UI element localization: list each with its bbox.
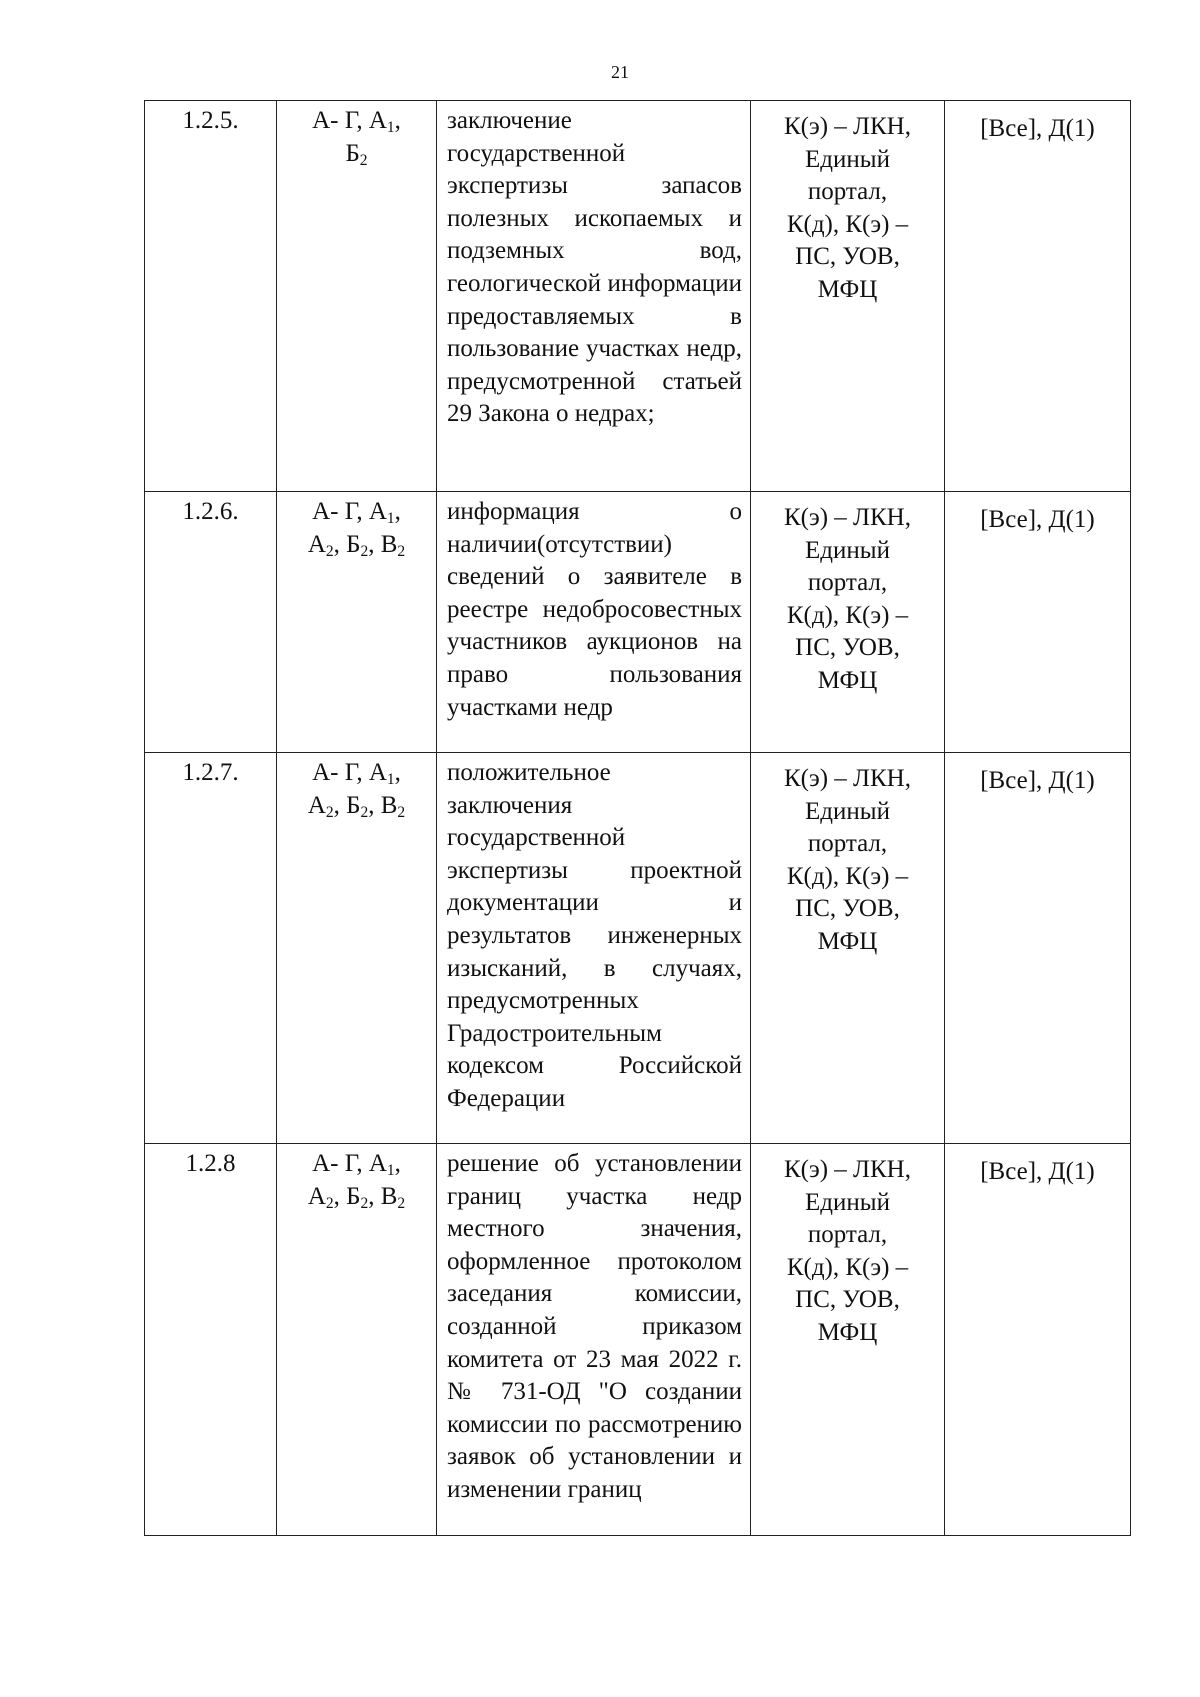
category-line: $А_2$, $Б_2$, $В_2$ bbox=[307, 530, 406, 560]
access-level: [Все], Д(1) bbox=[945, 492, 1131, 753]
channel-line: К(э) – ЛКН, bbox=[784, 765, 911, 792]
page-number: 21 bbox=[611, 62, 629, 82]
document-description: информация о наличии(отсутствии) сведений о заявителе в реестре недобросовестных участников аукционов на право пользования участками недр bbox=[437, 492, 751, 753]
channel-line: К(д), К(э) – bbox=[786, 601, 909, 629]
channel-line: портал, bbox=[807, 569, 888, 597]
row-number: 1.2.6. bbox=[145, 492, 277, 753]
channel-line: портал, bbox=[807, 830, 888, 858]
applicant-category bbox=[277, 492, 437, 753]
document-description: положительное заключения государственной экспертизы проектной документации и результатов инженерных изысканий, в случаях, предусмотренных Градостроительным кодексом Российской Федерации bbox=[437, 753, 751, 1144]
applicant-category bbox=[277, 753, 437, 1144]
channel-line: ПС, УОВ, bbox=[795, 634, 900, 662]
channel-line: К(д), К(э) – bbox=[786, 862, 909, 890]
applicant-category bbox=[277, 1144, 437, 1536]
channel-line: МФЦ bbox=[817, 275, 878, 303]
category-line: $А_2$, $Б_2$, $В_2$ bbox=[307, 1182, 406, 1212]
channel-line: К(д), К(э) – bbox=[786, 1253, 909, 1281]
access-level: [Все], Д(1) bbox=[945, 1144, 1131, 1536]
row-number: 1.2.8 bbox=[145, 1144, 277, 1536]
category-line: $А_2$, $Б_2$, $В_2$ bbox=[307, 791, 406, 821]
channel-line: Единый bbox=[805, 1188, 890, 1216]
channel-line: МФЦ bbox=[817, 666, 878, 694]
channel-line: МФЦ bbox=[817, 1318, 878, 1346]
table-row bbox=[145, 492, 1131, 753]
channel-line: К(д), К(э) – bbox=[786, 210, 909, 238]
access-level: [Все], Д(1) bbox=[945, 753, 1131, 1144]
channel-line: К(э) – ЛКН, bbox=[784, 504, 911, 531]
table-row bbox=[145, 101, 1131, 492]
category-line: А- Г, $А_1$, bbox=[312, 759, 401, 788]
channel-line: портал, bbox=[807, 1221, 888, 1249]
submission-channels bbox=[751, 492, 945, 753]
channel-line: портал, bbox=[807, 178, 888, 206]
channel-line: Единый bbox=[805, 145, 890, 173]
services-table bbox=[144, 100, 1131, 1536]
document-description: решение об установлении границ участка недр местного значения, оформленное протоколом заседания комиссии, созданной приказом комитета от 23 мая 2022 г. № 731-ОД "О создании комиссии по рассмотрению заявок об установлении и изменении границ bbox=[437, 1144, 751, 1536]
channel-line: ПС, УОВ, bbox=[795, 1286, 900, 1314]
submission-channels bbox=[751, 1144, 945, 1536]
applicant-category bbox=[277, 101, 437, 492]
channel-line: Единый bbox=[805, 536, 890, 564]
category-line: А- Г, $А_1$, bbox=[312, 107, 401, 136]
channel-line: Единый bbox=[805, 797, 890, 825]
channel-line: ПС, УОВ, bbox=[795, 243, 900, 271]
channel-line: МФЦ bbox=[817, 927, 878, 955]
channel-line: ПС, УОВ, bbox=[795, 895, 900, 923]
submission-channels bbox=[751, 753, 945, 1144]
category-line: А- Г, $А_1$, bbox=[312, 1150, 401, 1179]
category-line: А- Г, $А_1$, bbox=[312, 498, 401, 527]
submission-channels bbox=[751, 101, 945, 492]
row-number: 1.2.7. bbox=[145, 753, 277, 1144]
access-level: [Все], Д(1) bbox=[945, 101, 1131, 492]
channel-line: К(э) – ЛКН, bbox=[784, 1156, 911, 1183]
category-line: $Б_2$ bbox=[345, 139, 368, 169]
row-number: 1.2.5. bbox=[145, 101, 277, 492]
document-description: заключение государственной экспертизы запасов полезных ископаемых и подземных вод, геологической информации предоставляемых в пользование участках недр, предусмотренной статьей 29 Закона о недрах; bbox=[437, 101, 751, 492]
table-row bbox=[145, 1144, 1131, 1536]
channel-line: К(э) – ЛКН, bbox=[784, 113, 911, 140]
table-row bbox=[145, 753, 1131, 1144]
